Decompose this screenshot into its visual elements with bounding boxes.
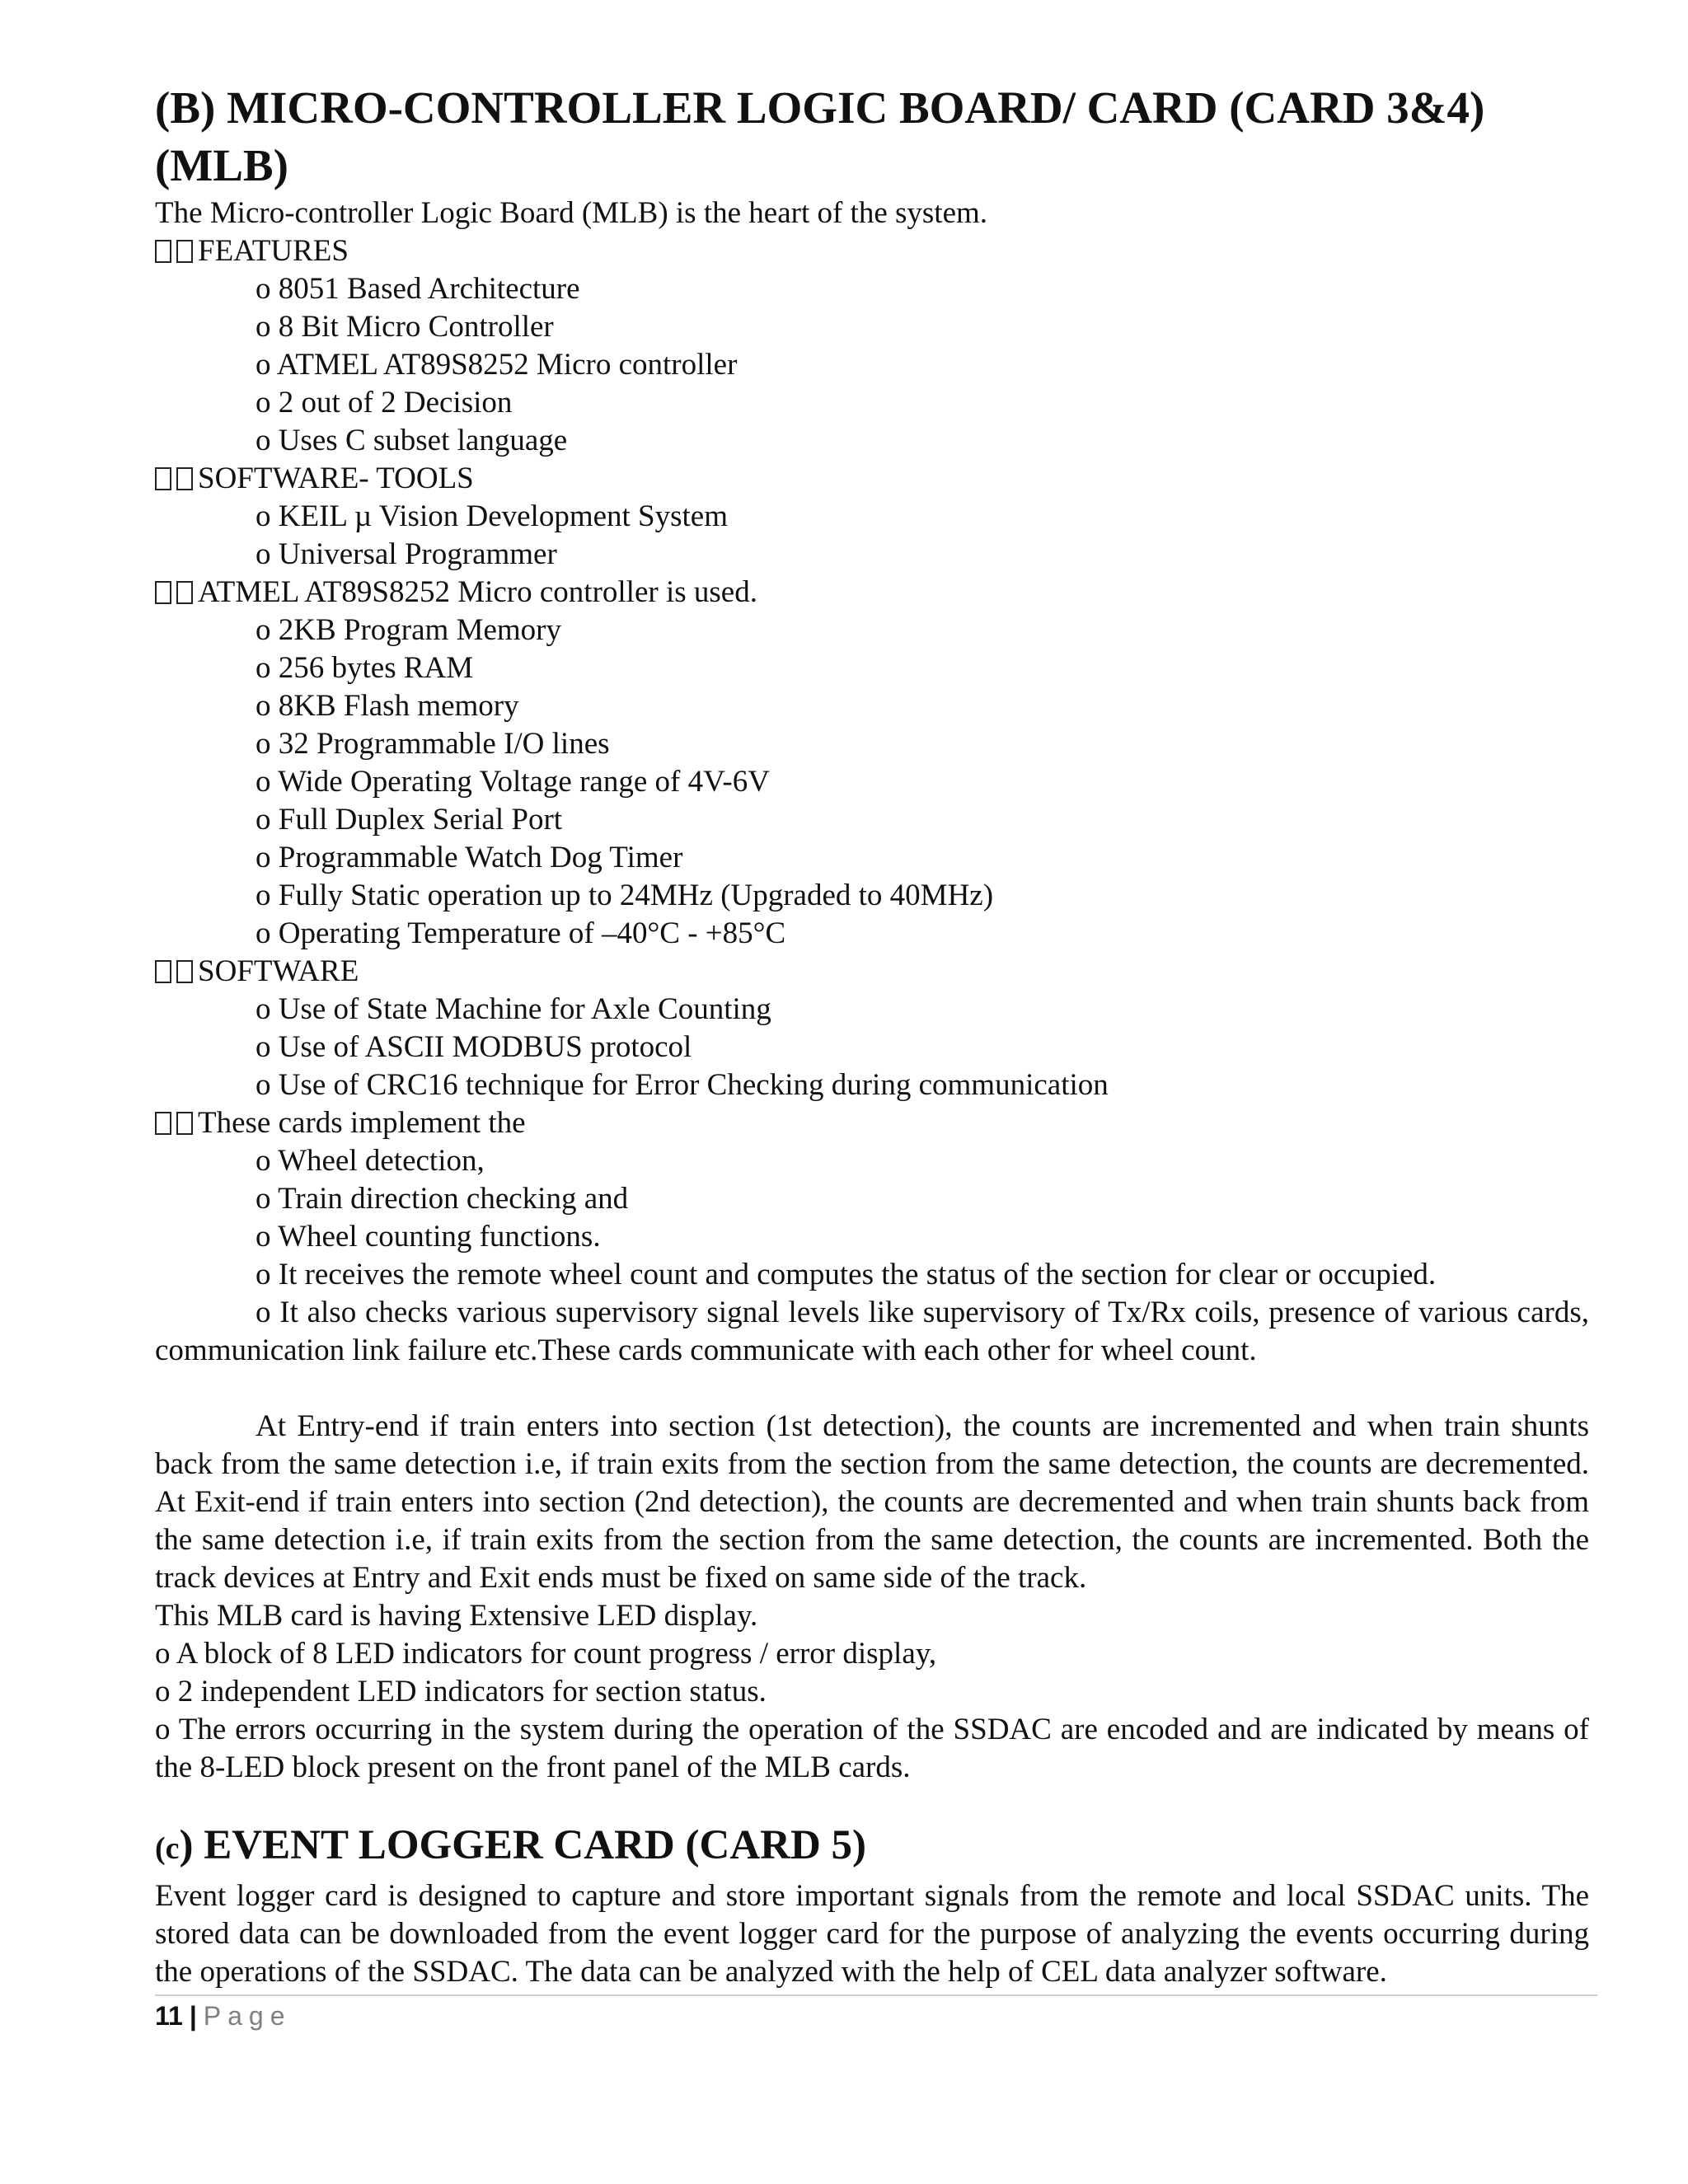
cards-heading: These cards implement the xyxy=(155,1104,1589,1142)
list-item: o Programmable Watch Dog Timer xyxy=(256,841,683,874)
list-item: o Fully Static operation up to 24MHz (Upgraded to 40MHz) xyxy=(256,879,994,912)
list-item: o Wide Operating Voltage range of 4V-6V xyxy=(256,765,770,799)
list-item: o Train direction checking and xyxy=(256,1182,629,1216)
list-item: o 8051 Based Architecture xyxy=(256,272,580,306)
bullet-box-icon xyxy=(155,960,171,983)
features-heading: FEATURES xyxy=(155,232,1589,270)
list-item: o 8KB Flash memory xyxy=(256,689,519,723)
bullet-box-icon xyxy=(176,467,193,490)
list-item: o It also checks various supervisory signal levels like supervisory of Tx/Rx coils, presence of various cards, communication link failure etc.These cards communicate with each other for wheel count. xyxy=(155,1296,1589,1367)
bullet-box-icon xyxy=(176,960,193,983)
intro-text: The Micro-controller Logic Board (MLB) is the heart of the system. xyxy=(155,196,988,230)
list-item: o 2 out of 2 Decision xyxy=(256,386,513,419)
list-item: o Use of CRC16 technique for Error Checking during communication xyxy=(256,1068,1109,1102)
footer-separator: | xyxy=(189,2001,197,2031)
footer-divider xyxy=(155,1994,1597,1996)
document-page xyxy=(155,79,1589,1991)
list-item: o Use of State Machine for Axle Counting xyxy=(256,992,771,1026)
bullet-box-icon xyxy=(176,1112,193,1135)
list-item: o 8 Bit Micro Controller xyxy=(256,310,554,344)
bullet-box-icon xyxy=(176,240,193,263)
bullet-box-icon xyxy=(155,240,171,263)
list-item: o Wheel detection, xyxy=(256,1144,485,1178)
led-intro: This MLB card is having Extensive LED display. xyxy=(155,1599,758,1633)
led-errors: o The errors occurring in the system during the operation of the SSDAC are encoded and are indicated by means of the 8-LED block present on the front panel of the MLB cards. xyxy=(155,1713,1589,1784)
event-logger-text: Event logger card is designed to capture and store important signals from the remote and local SSDAC units. The stored data can be downloaded from the event logger card for the purpose of analyzing the events occurring during the operations of the SSDAC. The data can be analyzed with the help of CEL data analyzer software. xyxy=(155,1879,1589,1989)
section-heading-mlb: (B) MICRO-CONTROLLER LOGIC BOARD/ CARD (CARD 3&4) (MLB) xyxy=(155,82,1485,190)
list-item: o Universal Programmer xyxy=(256,537,557,571)
list-item: o It receives the remote wheel count and computes the status of the section for clear or occupied. xyxy=(256,1258,1437,1291)
section-heading-event-logger: (c) EVENT LOGGER CARD (CARD 5) xyxy=(155,1822,867,1868)
bullet-box-icon xyxy=(155,581,171,604)
atmel-heading: ATMEL AT89S8252 Micro controller is used. xyxy=(155,574,1589,612)
page-label: Page xyxy=(203,2001,292,2031)
bullet-box-icon xyxy=(155,467,171,490)
bullet-box-icon xyxy=(155,1112,171,1135)
list-item: o Use of ASCII MODBUS protocol xyxy=(256,1030,692,1064)
software-heading: SOFTWARE xyxy=(155,953,1589,991)
led-item: o 2 independent LED indicators for section status. xyxy=(155,1675,767,1708)
list-item: o ATMEL AT89S8252 Micro controller xyxy=(256,348,738,382)
paragraph-entry-exit: At Entry-end if train enters into section (1st detection), the counts are incremented and when train shunts back from the same detection i.e, if train exits from the section from the same detection, the counts are decremented. At Exit-end if train enters into section (2nd detection), the counts are decremented and when train shunts back from the same detection i.e, if train exits from the section from the same detection, the counts are incremented. Both the track devices at Entry and Exit ends must be fixed on same side of the track. xyxy=(155,1409,1589,1595)
list-item: o KEIL µ Vision Development System xyxy=(256,499,729,533)
list-item: o 2KB Program Memory xyxy=(256,613,561,647)
list-item: o Uses C subset language xyxy=(256,424,568,457)
list-item: o 32 Programmable I/O lines xyxy=(256,727,610,761)
led-item: o A block of 8 LED indicators for count progress / error display, xyxy=(155,1637,937,1671)
list-item: o Operating Temperature of –40°C - +85°C xyxy=(256,916,786,950)
list-item: o 256 bytes RAM xyxy=(256,651,474,685)
page-number: 11 xyxy=(155,2001,183,2031)
page-footer xyxy=(155,2001,292,2032)
software-tools-heading: SOFTWARE- TOOLS xyxy=(155,460,1589,498)
list-item: o Full Duplex Serial Port xyxy=(256,803,563,837)
list-item: o Wheel counting functions. xyxy=(256,1220,601,1254)
bullet-box-icon xyxy=(176,581,193,604)
